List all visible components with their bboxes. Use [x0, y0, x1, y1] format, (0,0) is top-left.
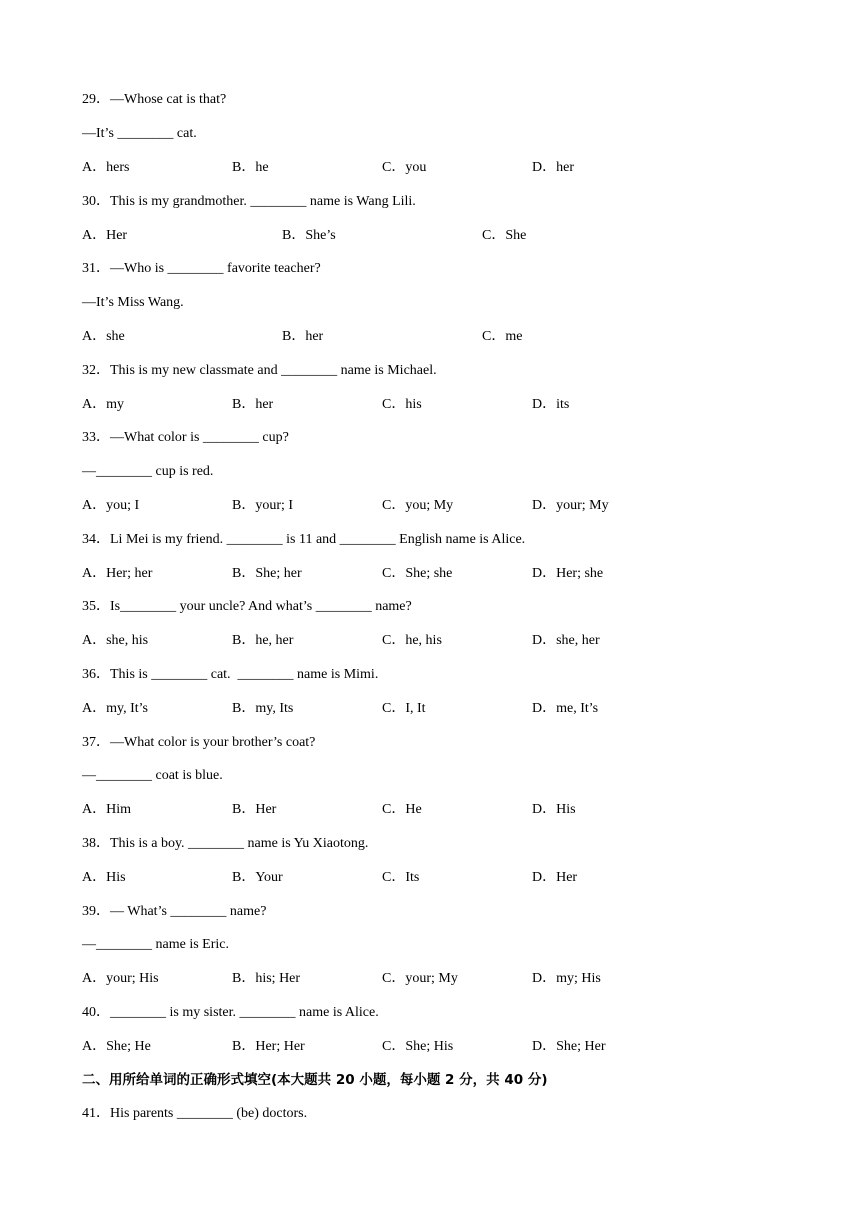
question-31-option-a: A．she — [82, 329, 125, 344]
question-36-option-b: B．my, Its — [232, 701, 294, 716]
question-34-option-d: D．Her; she — [532, 566, 604, 581]
question-33-option-c: C．you; My — [382, 498, 454, 513]
question-33-option-b: B．your; I — [232, 498, 294, 513]
question-35-stem: 35．Is________ your uncle? And what’s ________ name? — [82, 599, 412, 614]
question-33-stem: 33．—What color is ________ cup? — [82, 430, 289, 445]
question-35-option-c: C．he, his — [382, 633, 442, 648]
question-40-option-d: D．She; Her — [532, 1039, 606, 1054]
question-31-option-c: C．me — [482, 329, 523, 344]
question-35-option-b: B．he, her — [232, 633, 294, 648]
question-38-stem: 38．This is a boy. ________ name is Yu Xiaotong. — [82, 836, 369, 851]
question-33-reply: —________ cup is red. — [82, 464, 214, 479]
question-39-option-d: D．my; His — [532, 971, 601, 986]
question-33-option-d: D．your; My — [532, 498, 609, 513]
question-32-stem: 32．This is my new classmate and ________ name is Michael. — [82, 363, 437, 378]
question-35-option-d: D．she, her — [532, 633, 600, 648]
question-29-option-c: C．you — [382, 160, 427, 175]
question-30-stem: 30．This is my grandmother. ________ name is Wang Lili. — [82, 194, 416, 209]
question-32-option-c: C．his — [382, 397, 422, 412]
section-2-heading: 二、用所给单词的正确形式填空(本大题共 20 小题，每小题 2 分，共 40 分) — [82, 1072, 548, 1088]
question-40-stem: 40．________ is my sister. ________ name is Alice. — [82, 1005, 379, 1020]
question-39-stem: 39．— What’s ________ name? — [82, 904, 267, 919]
question-39-option-c: C．your; My — [382, 971, 458, 986]
question-34-option-a: A．Her; her — [82, 566, 153, 581]
question-37-reply: —________ coat is blue. — [82, 768, 223, 783]
question-36-option-d: D．me, It’s — [532, 701, 599, 716]
question-34-stem: 34．Li Mei is my friend. ________ is 11 and ________ English name is Alice. — [82, 532, 526, 547]
question-34-option-b: B．She; her — [232, 566, 302, 581]
question-29-option-d: D．her — [532, 160, 574, 175]
question-32-option-b: B．her — [232, 397, 274, 412]
question-40-option-c: C．She; His — [382, 1039, 454, 1054]
question-30-option-c: C．She — [482, 228, 527, 243]
question-29-option-a: A．hers — [82, 160, 130, 175]
question-34-option-c: C．She; she — [382, 566, 453, 581]
question-37-stem: 37．—What color is your brother’s coat? — [82, 735, 316, 750]
question-29-reply: —It’s ________ cat. — [82, 126, 197, 141]
question-38-option-c: C．Its — [382, 870, 420, 885]
question-38-option-b: B．Your — [232, 870, 283, 885]
question-37-option-c: C．He — [382, 802, 422, 817]
question-30-option-b: B．She’s — [282, 228, 336, 243]
question-37-option-b: B．Her — [232, 802, 277, 817]
question-33-option-a: A．you; I — [82, 498, 140, 513]
question-38-option-d: D．Her — [532, 870, 578, 885]
question-35-option-a: A．she, his — [82, 633, 149, 648]
question-37-option-a: A．Him — [82, 802, 131, 817]
question-32-option-a: A．my — [82, 397, 124, 412]
question-39-option-a: A．your; His — [82, 971, 159, 986]
question-31-reply: —It’s Miss Wang. — [82, 295, 184, 310]
question-39-reply: —________ name is Eric. — [82, 937, 229, 952]
question-37-option-d: D．His — [532, 802, 576, 817]
question-40-option-b: B．Her; Her — [232, 1039, 305, 1054]
question-29-stem: 29．—Whose cat is that? — [82, 92, 227, 107]
question-36-stem: 36．This is ________ cat. ________ name is Mimi. — [82, 667, 379, 682]
question-40-option-a: A．She; He — [82, 1039, 151, 1054]
question-36-option-c: C．I, It — [382, 701, 426, 716]
question-29-option-b: B．he — [232, 160, 269, 175]
question-30-option-a: A．Her — [82, 228, 128, 243]
question-38-option-a: A．His — [82, 870, 126, 885]
question-39-option-b: B．his; Her — [232, 971, 301, 986]
question-31-stem: 31．—Who is ________ favorite teacher? — [82, 261, 321, 276]
question-32-option-d: D．its — [532, 397, 570, 412]
question-31-option-b: B．her — [282, 329, 324, 344]
question-36-option-a: A．my, It’s — [82, 701, 148, 716]
question-41-stem: 41．His parents ________ (be) doctors. — [82, 1106, 308, 1121]
